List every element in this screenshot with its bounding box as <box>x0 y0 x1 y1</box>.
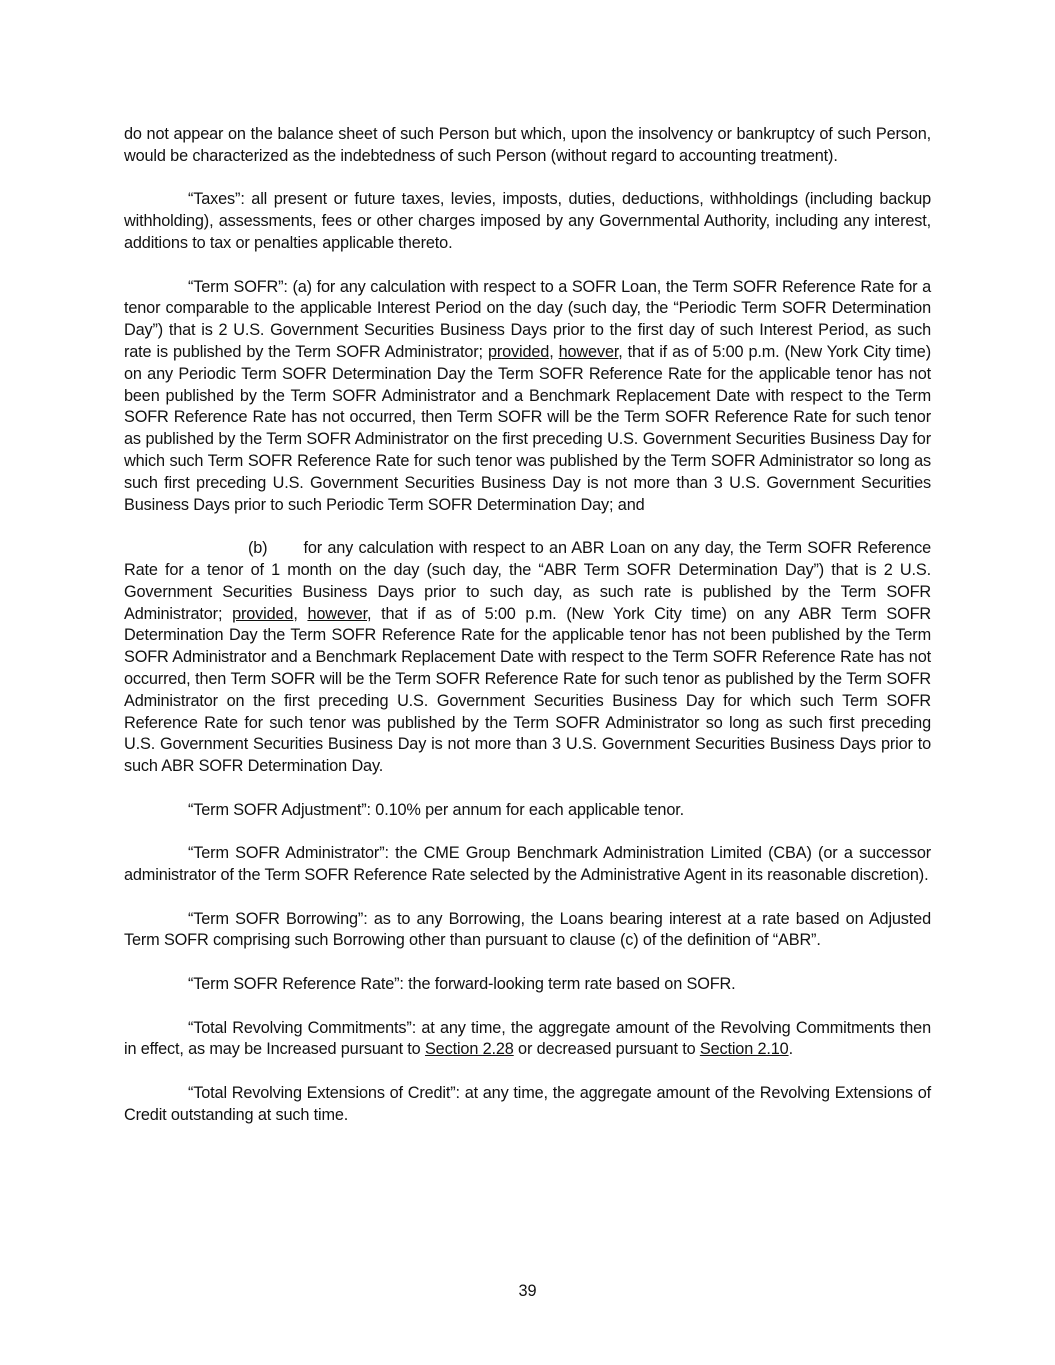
definition-term-sofr-clause-b <box>124 538 931 778</box>
total-revolving-commitments-text-2: or decreased pursuant to <box>513 1040 700 1059</box>
provided-underlined: provided <box>232 604 294 623</box>
page-number: 39 <box>518 1282 537 1300</box>
provided-underlined: provided <box>487 342 550 361</box>
document-page <box>124 124 931 1148</box>
however-underlined: however <box>307 604 368 623</box>
section-reference-2-10: Section 2.10 <box>699 1040 789 1059</box>
section-reference-2-28: Section 2.28 <box>424 1040 514 1059</box>
definition-taxes: “Taxes”: all present or future taxes, levies, imposts, duties, deductions, withholdings (including backup withholding), assessments, fees or other charges imposed by any Governmental Authority, including any interest, additions to tax or penalties applicable thereto. <box>124 190 931 252</box>
total-revolving-commitments-text-1: “Total Revolving Commitments”: at any time, the aggregate amount of the Revolving Commitments then in effect, as may be Increased pursuant to <box>124 1018 931 1059</box>
definition-term-sofr-reference-rate: “Term SOFR Reference Rate”: the forward-looking term rate based on SOFR. <box>188 975 736 994</box>
however-underlined: however <box>558 342 619 361</box>
clause-marker: (b) <box>248 539 268 558</box>
term-sofr-a-text-2: , that if as of 5:00 p.m. (New York City time) on any Periodic Term SOFR Determination Day the Term SOFR Reference Rate for the applicable tenor has not been published by the Term SOFR Administrator and a Benchmark Replacement Date with respect to the Term SOFR Reference Rate has not occurred, then Term SOFR will be the Term SOFR Reference Rate for such tenor as published by the Term SOFR Administrator on the first preceding U.S. Government Securities Business Day for which such Term SOFR Reference Rate for such tenor was published by the Term SOFR Administrator so long as such first preceding U.S. Government Securities Business Day is not more than 3 U.S. Government Securities Business Days prior to such Periodic Term SOFR Determination Day; and <box>124 342 931 514</box>
term-sofr-a-text-1: “Term SOFR”: (a) for any calculation with respect to a SOFR Loan, the Term SOFR Reference Rate for a tenor comparable to the applicable Interest Period on the day (such day, the “Periodic Term SOFR Determination Day”) that is 2 U.S. Government Securities Business Days prior to the first day of such Interest Period, as such rate is published by the Term SOFR Administrator; <box>124 277 931 361</box>
paragraph-continuation: do not appear on the balance sheet of such Person but which, upon the insolvency or bankruptcy of such Person, would be characterized as the indebtedness of such Person (without regard to accounting treatment). <box>124 125 931 165</box>
definition-total-revolving-commitments <box>124 1018 931 1062</box>
definition-term-sofr-administrator: “Term SOFR Administrator”: the CME Group Benchmark Administration Limited (CBA) (or a successor administrator of the Term SOFR Reference Rate selected by the Administrative Agent in its reasonable discretion). <box>124 844 931 885</box>
definition-term-sofr-clause-a <box>124 277 931 517</box>
separator-comma: , <box>293 604 308 623</box>
definition-total-revolving-extensions: “Total Revolving Extensions of Credit”: at any time, the aggregate amount of the Revolving Extensions of Credit outstanding at such time. <box>124 1084 931 1124</box>
total-revolving-commitments-text-3: . <box>788 1040 793 1059</box>
separator-comma: , <box>549 342 559 361</box>
definition-term-sofr-adjustment: “Term SOFR Adjustment”: 0.10% per annum for each applicable tenor. <box>188 800 684 819</box>
term-sofr-b-text-1: for any calculation with respect to an ABR Loan on any day, the Term SOFR Reference Rate for a tenor of 1 month on the day (such day, the “ABR Term SOFR Determination Day”) that is 2 U.S. Government Securities Business Days prior to such day, as such rate is published by the Term SOFR Administrator; <box>124 539 931 623</box>
definition-term-sofr-borrowing: “Term SOFR Borrowing”: as to any Borrowing, the Loans bearing interest at a rate based on Adjusted Term SOFR comprising such Borrowing other than pursuant to clause (c) of the definition of “ABR”. <box>124 909 931 950</box>
term-sofr-b-text-2: , that if as of 5:00 p.m. (New York City time) on any ABR Term SOFR Determination Day the Term SOFR Reference Rate for the applicable tenor has not been published by the Term SOFR Administrator and a Benchmark Replacement Date with respect to the Term SOFR Reference Rate has not occurred, then Term SOFR will be the Term SOFR Reference Rate for such tenor as published by the Term SOFR Administrator on the first preceding U.S. Government Securities Business Day for which such Term SOFR Reference Rate for such tenor was published by the Term SOFR Administrator so long as such first preceding U.S. Government Securities Business Day is not more than 3 U.S. Government Securities Business Days prior to such ABR SOFR Determination Day. <box>124 604 931 776</box>
